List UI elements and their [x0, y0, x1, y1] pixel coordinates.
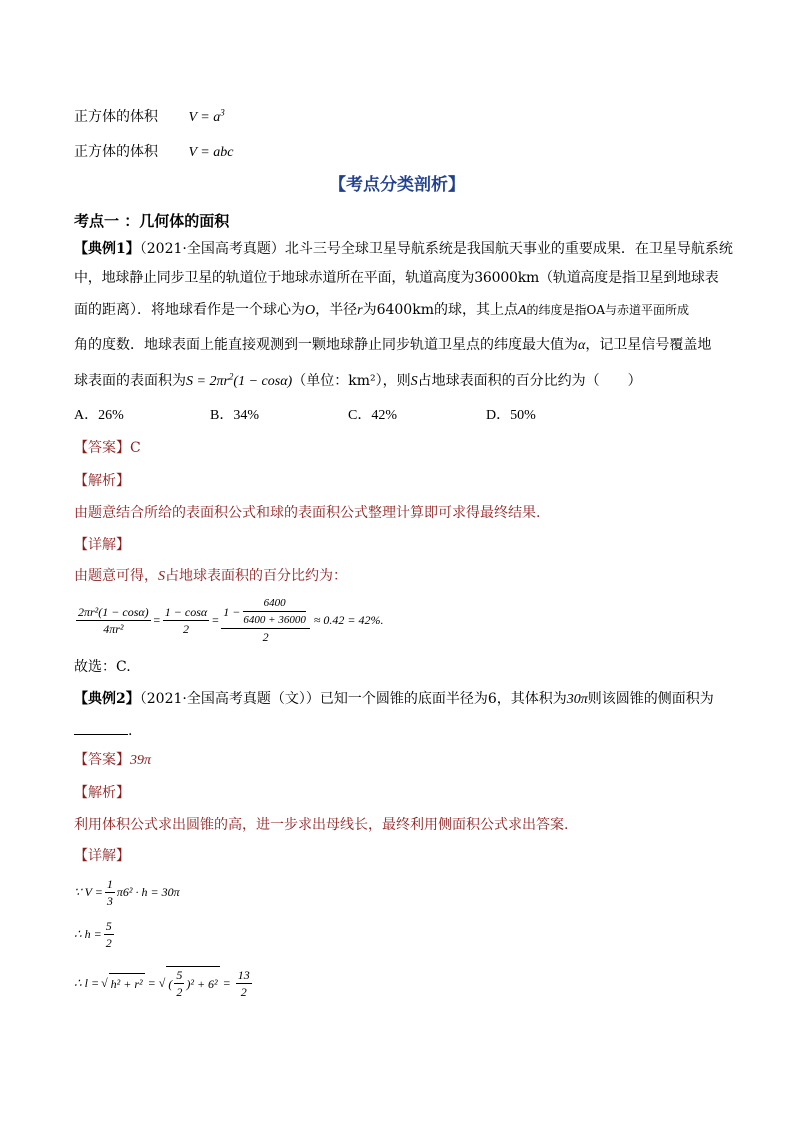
- cuboid-volume-formula: V = abc: [188, 145, 234, 160]
- cuboid-volume-label: 正方体的体积: [74, 144, 158, 160]
- answer-blank: [74, 720, 128, 735]
- example1-detail: 由题意可得，S占地球表面积的百分比约为：: [74, 568, 347, 584]
- step3-result-fraction: $\frac{13}{2}$: [237, 967, 250, 999]
- step1-fraction: $\frac{1}{3}$: [106, 876, 113, 908]
- example2-blank-line: .: [74, 720, 132, 741]
- example2-step2: ∴ h = $\frac{5}{2}$: [74, 918, 112, 950]
- example1-detail-tag: 【详解】: [74, 537, 130, 553]
- example2-line1: 【典例2】（2021·全国高考真题（文））已知一个圆锥的底面半径为6，其体积为30π则该圆锥的侧面积为: [74, 691, 714, 707]
- example1-line3: 面的距离）．将地球看作是一个球心为O，半径r为6400km的球，其上点A的纬度是指OA与赤道平面所成: [74, 302, 690, 318]
- example1-analysis-tag: 【解析】: [74, 473, 130, 489]
- calc-inner-fraction: $\frac{6400}{6400 + 36000}$: [243, 597, 306, 626]
- example2-analysis: 利用体积公式求出圆锥的高，进一步求出母线长，最终利用侧面积公式求出答案.: [74, 817, 569, 833]
- example2-answer: 【答案】39π: [74, 752, 152, 768]
- step3-inner-fraction: $\frac{5}{2}$: [176, 968, 183, 999]
- example2-analysis-tag: 【解析】: [74, 785, 130, 801]
- example2-detail-tag: 【详解】: [74, 848, 130, 864]
- section-title: 【考点分类剖析】: [329, 175, 465, 195]
- example1-answer: 【答案】C: [74, 440, 141, 456]
- example1-line1: 【典例1】（2021·全国高考真题）北斗三号全球卫星导航系统是我国航天事业的重要成果．在卫星导航系统: [74, 241, 733, 257]
- example2-step1: ∵ V = $\frac{1}{3}$ π6² · h = 30π: [74, 876, 180, 908]
- option-d: D．50%: [486, 408, 536, 423]
- option-a: A．26%: [74, 408, 124, 423]
- topic-heading: 考点一 ：几何体的面积: [74, 212, 230, 230]
- option-c: C．42%: [348, 408, 397, 423]
- example2-step3: ∴ l = √ h² + r² = √ ( $\frac{5}{2}$ )² + 6² = $\frac{13}{2}$: [74, 967, 250, 999]
- example1-line2: 中，地球静止同步卫星的轨道位于地球赤道所在平面，轨道高度为36000km（轨道高度是指卫星到地球表: [74, 270, 719, 286]
- surface-formula: $S = 2\pi r^2(1 - \cos\alpha)$: [186, 371, 293, 389]
- example1-analysis: 由题意结合所给的表面积公式和球的表面积公式整理计算即可求得最终结果.: [74, 505, 541, 521]
- example1-calculation: $\frac{\text{2πr²(1 − cosα)}}{\text{4πr²}}$ = $\frac{1 - \cos\alpha}{2}$ = 1 − $\frac{6400}{6400 + 36000}$ 2 ≈ 0.42 = 42% .: [78, 597, 384, 644]
- cuboid-volume-line: [74, 142, 233, 163]
- calc-fraction-3: 1 − $\frac{6400}{6400 + 36000}$ 2: [221, 595, 310, 645]
- cube-volume-label: 正方体的体积: [74, 109, 158, 125]
- option-b: B．34%: [210, 408, 259, 423]
- step2-fraction: $\frac{5}{2}$: [105, 918, 112, 950]
- example1-line5: 球表面的表面积为$S = 2\pi r^2(1 - \cos\alpha)$（单位：km²），则S占地球表面积的百分比约为（ ）: [74, 371, 642, 389]
- example1-line4: 角的度数．地球表面上能直接观测到一颗地球静止同步轨道卫星点的纬度最大值为α，记卫星信号覆盖地: [74, 337, 712, 353]
- calc-fraction-1: $\frac{\text{2πr²(1 − cosα)}}{\text{4πr²}}$: [78, 604, 149, 636]
- cube-volume-formula: $V = a^3$: [188, 107, 225, 125]
- example1-conclusion: 故选：C.: [74, 659, 131, 675]
- calc-fraction-2: $\frac{1 - \cos\alpha}{2}$: [164, 604, 208, 636]
- cube-volume-line: [74, 107, 225, 128]
